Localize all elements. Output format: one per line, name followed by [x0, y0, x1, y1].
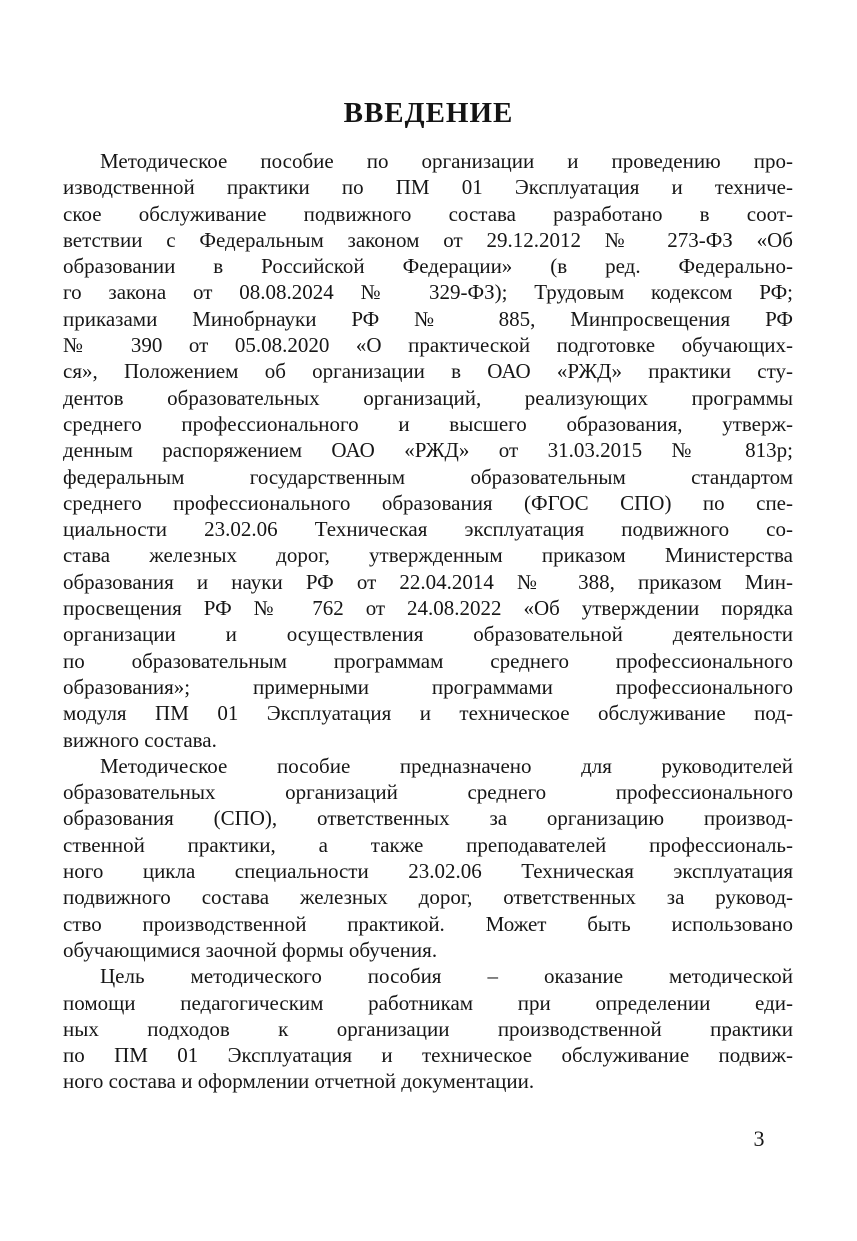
- text-line: денным распоряжением ОАО «РЖД» от 31.03.2015 № 813р;: [63, 438, 793, 463]
- text-line: обучающимися заочной формы обучения.: [63, 937, 438, 962]
- text-line: ство производственной практикой. Может быть использовано: [63, 911, 793, 936]
- text-line: помощи педагогическим работникам при определении еди-: [63, 990, 793, 1015]
- text-line: по ПМ 01 Эксплуатация и техническое обслуживание подвиж-: [63, 1043, 793, 1068]
- text-line: Цель методического пособия – оказание методической: [100, 964, 793, 989]
- text-line: просвещения РФ № 762 от 24.08.2022 «Об утверждении порядка: [63, 596, 793, 621]
- page-number: 3: [753, 1126, 765, 1151]
- text-line: ственной практики, а также преподавателей профессиональ-: [63, 832, 793, 857]
- text-line: организации и осуществления образовательной деятельности: [63, 622, 793, 647]
- text-line: подвижного состава железных дорог, ответственных за руковод-: [63, 885, 793, 910]
- text-line: образования»; примерными программами профессионального: [63, 674, 793, 699]
- text-line: по образовательным программам среднего профессионального: [63, 648, 793, 673]
- text-line: става железных дорог, утвержденным приказом Министерства: [63, 543, 793, 568]
- text-line: приказами Минобрнауки РФ № 885, Минпросвещения РФ: [63, 306, 793, 331]
- text-line: образования и науки РФ от 22.04.2014 № 388, приказом Мин-: [63, 569, 793, 594]
- text-line: № 390 от 05.08.2020 «О практической подготовке обучающих-: [63, 333, 793, 358]
- paragraph: [63, 753, 793, 963]
- text-line: Методическое пособие по организации и проведению про-: [100, 149, 793, 173]
- paragraph: [63, 148, 793, 753]
- text-line: модуля ПМ 01 Эксплуатация и техническое обслуживание под-: [63, 701, 793, 726]
- page-title: ВВЕДЕНИЕ: [343, 97, 514, 129]
- text-line: ское обслуживание подвижного состава разработано в соот-: [63, 201, 793, 226]
- text-line: циальности 23.02.06 Техническая эксплуатация подвижного со-: [63, 517, 793, 542]
- text-line: ся», Положением об организации в ОАО «РЖД» практики сту-: [63, 359, 793, 384]
- paragraph: [63, 963, 793, 1094]
- text-line: образовании в Российской Федерации» (в ред. Федерально-: [63, 254, 793, 279]
- text-line: ветствии с Федеральным законом от 29.12.2012 № 273-ФЗ «Об: [63, 227, 793, 252]
- text-line: вижного состава.: [63, 727, 217, 752]
- text-line: ного цикла специальности 23.02.06 Техническая эксплуатация: [63, 859, 793, 884]
- text-line: ного состава и оформлении отчетной документации.: [63, 1069, 535, 1094]
- text-line: Методическое пособие предназначено для руководителей: [100, 753, 793, 778]
- text-line: ных подходов к организации производственной практики: [63, 1016, 793, 1041]
- text-line: изводственной практики по ПМ 01 Эксплуатация и техниче-: [63, 175, 793, 200]
- document-body: [63, 148, 793, 1095]
- text-line: образования (СПО), ответственных за организацию производ-: [63, 806, 793, 831]
- text-line: дентов образовательных организаций, реализующих программы: [63, 385, 793, 410]
- text-line: го закона от 08.08.2024 № 329-ФЗ); Трудовым кодексом РФ;: [63, 280, 793, 305]
- text-line: среднего профессионального и высшего образования, утверж-: [63, 411, 793, 436]
- text-line: образовательных организаций среднего профессионального: [63, 780, 793, 805]
- text-line: среднего профессионального образования (ФГОС СПО) по спе-: [63, 490, 793, 515]
- text-line: федеральным государственным образовательным стандартом: [63, 464, 793, 489]
